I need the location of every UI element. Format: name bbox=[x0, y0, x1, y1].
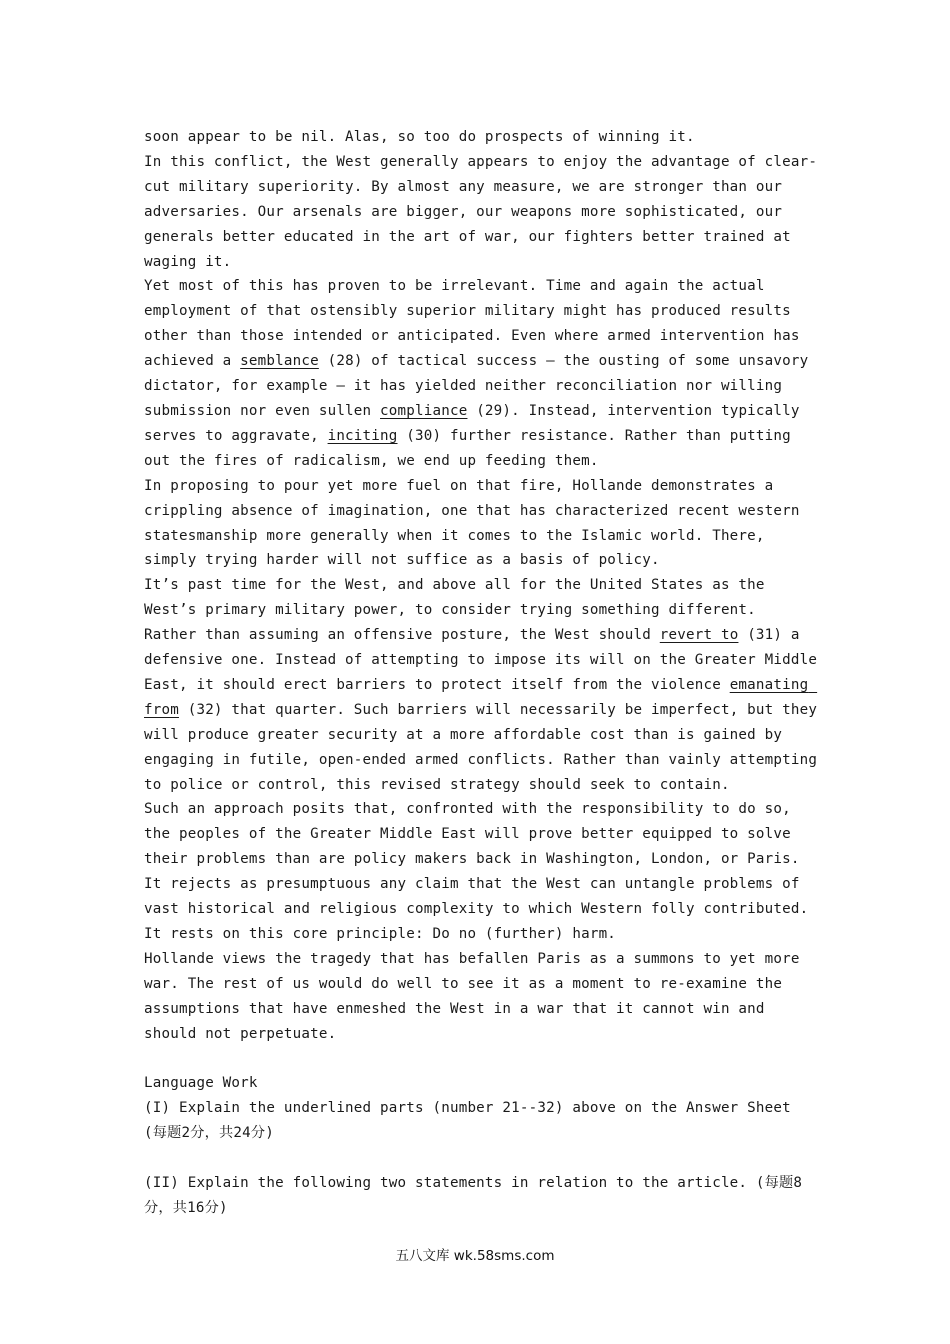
paragraph-4: It’s past time for the West, and above all for the United States as the West’s primary military power, to consider trying something different. bbox=[144, 577, 774, 619]
paragraph-6: Such an approach posits that, confronted with the responsibility to do so, the peoples of the Greater Middle East will prove better equipped to solve their problems than are policy makers back in Washington, London, or Paris. It rejects as presumptuous any claim that the West can untangle problems of vast historical and religious complexity to which Western folly contributed. It rests on this core principle: Do no (further) harm. bbox=[144, 801, 818, 942]
text-run: (28) of tactical success – the ousting of some unsavory dictator, for example – it has yielded neither reconciliation nor willing submission nor even sullen bbox=[144, 353, 818, 419]
underlined-term-29: compliance bbox=[380, 402, 468, 419]
paragraph-5 bbox=[144, 623, 824, 797]
question-2: (II) Explain the following two statements in relation to the article. (每题8分，共16分) bbox=[144, 1175, 803, 1216]
text-run: (30) further resistance. Rather than putting out the fires of radicalism, we end up feeding them. bbox=[144, 427, 800, 469]
footer-watermark: 五八文库 wk.58sms.com bbox=[395, 1248, 555, 1264]
question-1: (I) Explain the underlined parts (number 21--32) above on the Answer Sheet bbox=[144, 1100, 791, 1117]
text-run: Rather than assuming an offensive posture, the West should bbox=[144, 627, 660, 644]
spacer bbox=[144, 1047, 824, 1072]
paragraph-1: In this conflict, the West generally appears to enjoy the advantage of clear-cut military superiority. By almost any measure, we are stronger than our adversaries. Our arsenals are bigger, our weapons more sophisticated, our generals better educated in the art of war, our fighters better trained at waging it. bbox=[144, 153, 818, 270]
underlined-term-28: semblance bbox=[240, 353, 319, 370]
text-run: (29). Instead, intervention typically serves to aggravate, bbox=[144, 402, 809, 444]
text-run: (31) a defensive one. Instead of attempting to impose its will on the Greater Middle East, it should erect barriers to protect itself from the violence bbox=[144, 627, 826, 693]
paragraph-7: Hollande views the tragedy that has befallen Paris as a summons to yet more war. The rest of us would do well to see it as a moment to re-examine the assumptions that have enmeshed the West in a war that it cannot win and should not perpetuate. bbox=[144, 950, 809, 1042]
paragraph-0: soon appear to be nil. Alas, so too do prospects of winning it. bbox=[144, 129, 695, 145]
text-run: Yet most of this has proven to be irrelevant. Time and again the actual employment of that ostensibly superior military might has produced results other than those intended or anticipated. Even where armed intervention has achieved a bbox=[144, 278, 809, 370]
underlined-term-30: inciting bbox=[327, 427, 398, 444]
question-1-score: (每题2分，共24分) bbox=[144, 1125, 275, 1142]
language-work-heading: Language Work bbox=[144, 1075, 258, 1092]
text-run: (32) that quarter. Such barriers will necessarily be imperfect, but they will produce greater security at a more affordable cost than is gained by engaging in futile, open-ended armed conflicts. Rather than vainly attempting to police or control, this revised strategy should seek to contain. bbox=[144, 701, 826, 793]
spacer bbox=[144, 1146, 824, 1171]
underlined-term-31: revert to bbox=[659, 627, 739, 644]
underlined-term-32: emanating from bbox=[144, 676, 818, 718]
article-page bbox=[144, 125, 824, 1221]
paragraph-2 bbox=[144, 274, 824, 473]
paragraph-3: In proposing to pour yet more fuel on that fire, Hollande demonstrates a crippling absence of imagination, one that has characterized recent western statesmanship more generally when it comes to the Islamic world. There, simply trying harder will not suffice as a basis of policy. bbox=[144, 477, 809, 569]
